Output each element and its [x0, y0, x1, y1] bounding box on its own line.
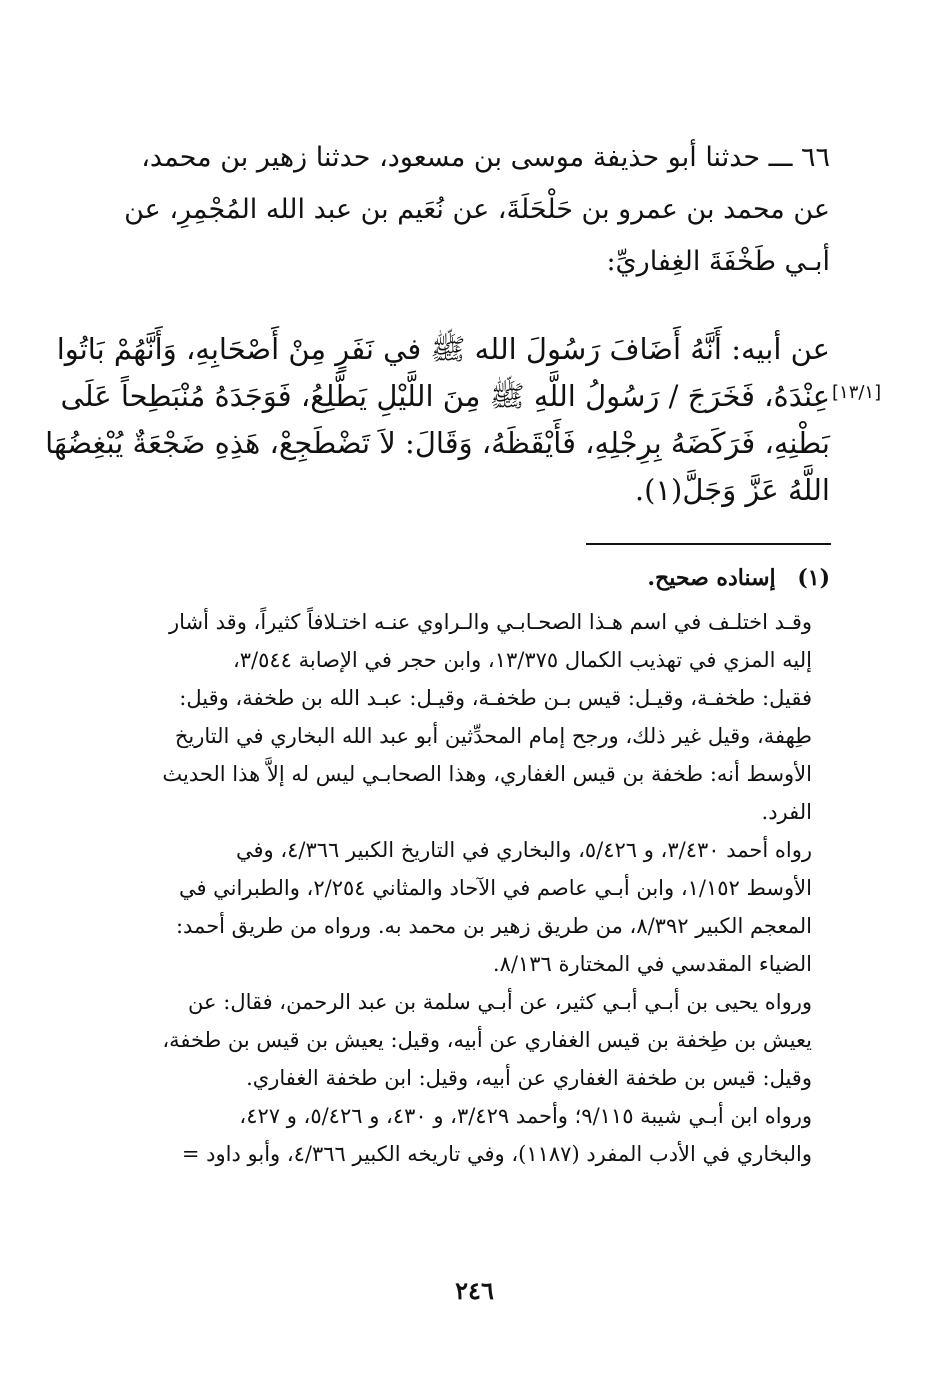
matn-line: عِنْدَهُ، فَخَرَجَ / رَسُولُ اللَّهِ ﷺ مِنَ اللَّيْلِ يَطَّلِعُ، فَوَجَدَهُ مُنْبَطِحاً عَلَى: [60, 379, 830, 413]
isnad-line: أبـي طَخْفَةَ الغِفاريِّ:: [606, 246, 830, 277]
footnote-line: المعجم الكبير ٨/٣٩٢، من طريق زهير بن محمد به. ورواه من طريق أحمد:: [175, 914, 812, 938]
footnote-line: يعيش بن طِخفة بن قيس الغفاري عن أبيه، وقيل: يعيش بن قيس بن طخفة،: [162, 1028, 812, 1052]
footnote-line: رواه أحمد ٣/٤٣٠، و ٥/٤٢٦، والبخاري في التاريخ الكبير ٤/٣٦٦، وفي: [235, 838, 812, 862]
footnote-line: طِهفة، وقيل غير ذلك، ورجح إمام المحدِّثين أبو عبد الله البخاري في التاريخ: [174, 724, 812, 748]
footnote-line: الفرد.: [761, 800, 812, 824]
footnote-line: الضياء المقدسي في المختارة ٨/١٣٦.: [492, 952, 812, 976]
matn-line: عن أبيه: أَنَّهُ أَضَافَ رَسُولَ الله ﷺ في نَفَرٍ مِنْ أَصْحَابِهِ، وَأَنَّهُمْ بَاتُوا: [56, 332, 830, 366]
footnote-number: (١): [797, 565, 830, 591]
isnad-line: عن محمد بن عمرو بن حَلْحَلَةَ، عن نُعَيم بن عبد الله المُجْمِرِ، عن: [124, 194, 830, 225]
footnote-line: ورواه يحيى بن أبـي أبـي كثير، عن أبـي سلمة بن عبد الرحمن، فقال: عن: [188, 990, 812, 1014]
isnad-line: ٦٦ ـــ حدثنا أبو حذيفة موسى بن مسعود، حدثنا زهير بن محمد،: [141, 142, 830, 173]
footnote-line: فقيل: طخفـة، وقيـل: قيس بـن طخفـة، وقيـل: عبـد الله بن طخفة، وقيل:: [179, 686, 812, 710]
footnote-body: [100, 603, 812, 1173]
footnote-separator: [586, 543, 831, 545]
page-number: ٢٤٦: [455, 1276, 494, 1305]
footnote-line: إليه المزي في تهذيب الكمال ١٣/٣٧٥، وابن حجر في الإصابة ٣/٥٤٤،: [232, 648, 812, 672]
hadith-isnad: [100, 132, 830, 288]
matn-line: اللَّهُ عَزَّ وَجَلَّ(١).: [634, 473, 830, 507]
margin-reference: [١٣/١]: [832, 382, 882, 403]
footnote-heading-text: إسناده صحيح.: [647, 565, 776, 591]
footnote-line: الأوسط ١/١٥٢، وابن أبـي عاصم في الآحاد والمثاني ٢/٢٥٤، والطبراني في: [178, 876, 812, 900]
footnote-heading: [560, 562, 830, 594]
footnote-line: وقـد اختلـف في اسم هـذا الصحـابـي والـراوي عنـه اختـلافاً كثيراً، وقد أشار: [169, 610, 812, 634]
footnote-line: ورواه ابن أبـي شيبة ٩/١١٥؛ وأحمد ٣/٤٢٩، و ٤٣٠، و ٥/٤٢٦، و ٤٢٧،: [239, 1104, 812, 1128]
footnote-line: الأوسط أنه: طخفة بن قيس الغفاري، وهذا الصحابـي ليس له إلاَّ هذا الحديث: [162, 762, 812, 786]
matn-line: بَطْنِهِ، فَرَكَضَهُ بِرِجْلِهِ، فَأَيْقَظَهُ، وَقَالَ: لاَ تَضْطَجِعْ، هَذِهِ ضَجْعَةٌ يُبْغِضُهَا: [45, 426, 830, 460]
hadith-matn: [45, 326, 830, 514]
footnote-line: والبخاري في الأدب المفرد (١١٨٧)، وفي تاريخه الكبير ٤/٣٦٦، وأبو داود =: [181, 1142, 812, 1166]
footnote-line: وقيل: قيس بن طخفة الغفاري عن أبيه، وقيل: ابن طخفة الغفاري.: [246, 1066, 812, 1090]
